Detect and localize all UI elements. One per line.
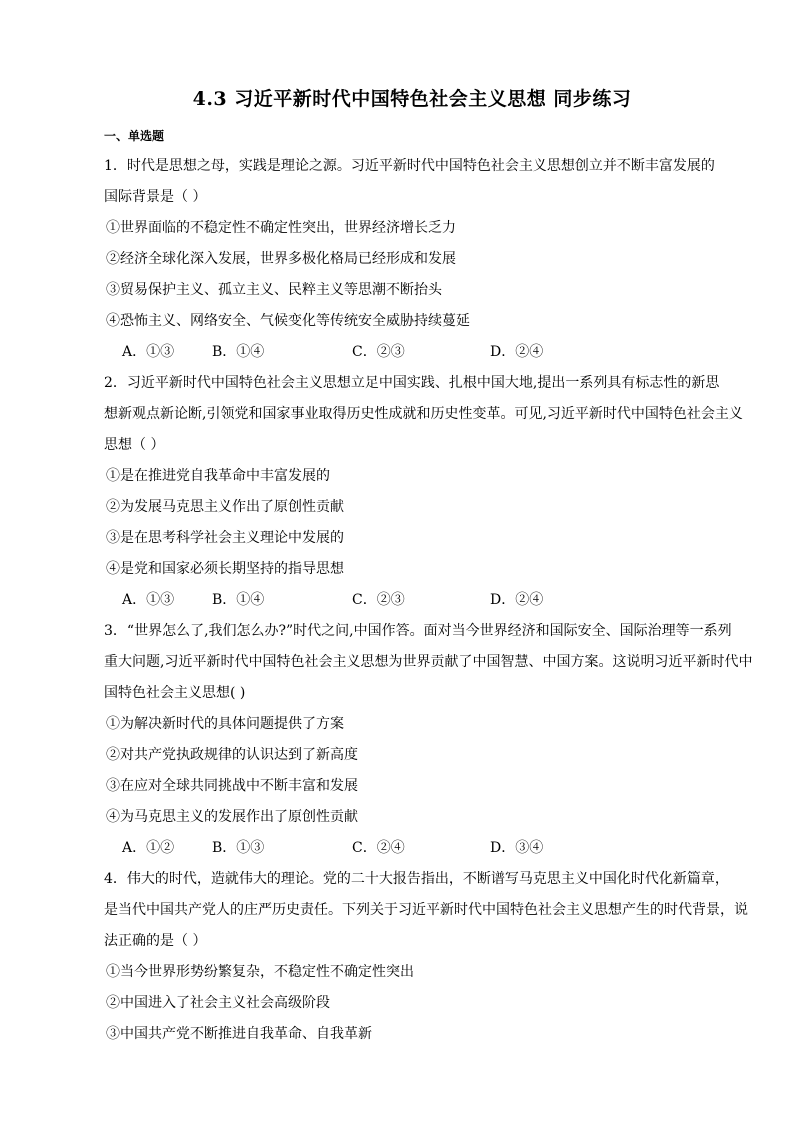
statement: ④为马克思主义的发展作出了原创性贡献: [106, 809, 358, 825]
statement: ②对共产党执政规律的认识达到了新高度: [106, 747, 358, 763]
choice-b[interactable]: B．①③: [212, 840, 265, 856]
question-3: [104, 616, 753, 864]
choice-b[interactable]: B．①④: [212, 344, 265, 360]
statement: ③贸易保护主义、孤立主义、民粹主义等思潮不断抬头: [106, 282, 442, 298]
question-stem-line: 法正确的是（ ）: [104, 933, 207, 949]
choice-d[interactable]: D．③④: [490, 840, 544, 856]
answer-choices: [104, 337, 716, 368]
question-list: [104, 151, 753, 1050]
statement: ②中国进入了社会主义社会高级阶段: [106, 995, 330, 1011]
choice-a[interactable]: A．①③: [122, 344, 175, 360]
question-stem-line: 4．伟大的时代，造就伟大的理论。党的二十大报告指出，不断谱写马克思主义中国化时代化新篇章，: [104, 871, 729, 887]
question-stem-line: 是当代中国共产党人的庄严历史责任。下列关于习近平新时代中国特色社会主义思想产生的时代背景，说: [104, 902, 748, 918]
choice-c[interactable]: C．②④: [352, 840, 405, 856]
page-title: 4.3 习近平新时代中国特色社会主义思想 同步练习: [192, 88, 632, 110]
statement: ②为发展马克思主义作出了原创性贡献: [106, 499, 344, 515]
answer-choices: [104, 585, 716, 616]
choice-d[interactable]: D．②④: [490, 344, 544, 360]
question-stem-line: 思想（ ）: [104, 437, 165, 453]
statement: ③在应对全球共同挑战中不断丰富和发展: [106, 778, 358, 794]
choice-c[interactable]: C．②③: [352, 344, 405, 360]
question-stem-line: 1．时代是思想之母，实践是理论之源。习近平新时代中国特色社会主义思想创立并不断丰富发展的: [104, 158, 715, 174]
statement: ④是党和国家必须长期坚持的指导思想: [106, 561, 344, 577]
question-4: [104, 864, 748, 1050]
statement: ③中国共产党不断推进自我革命、自我革新: [106, 1026, 372, 1042]
choice-b[interactable]: B．①④: [212, 592, 265, 608]
section-heading: 一、单选题: [104, 129, 165, 143]
statement: ①世界面临的不稳定性不确定性突出，世界经济增长乏力: [106, 220, 456, 236]
statement: ②经济全球化深入发展，世界多极化格局已经形成和发展: [106, 251, 456, 267]
question-stem-line: 国特色社会主义思想( ): [104, 685, 246, 701]
choice-c[interactable]: C．②③: [352, 592, 405, 608]
choice-a[interactable]: A．①②: [122, 840, 175, 856]
statement: ①为解决新时代的具体问题提供了方案: [106, 716, 344, 732]
statement: ④恐怖主义、网络安全、气候变化等传统安全威胁持续蔓延: [106, 313, 470, 329]
statement: ①当今世界形势纷繁复杂，不稳定性不确定性突出: [106, 964, 414, 980]
question-2: [104, 368, 743, 616]
choice-d[interactable]: D．②④: [490, 592, 544, 608]
statement: ③是在思考科学社会主义理论中发展的: [106, 530, 344, 546]
question-stem-line: 2．习近平新时代中国特色社会主义思想立足中国实践、扎根中国大地,提出一系列具有标志性的新思: [104, 375, 720, 391]
question-stem-line: 重大问题,习近平新时代中国特色社会主义思想为世界贡献了中国智慧、中国方案。这说明习近平新时代中: [104, 654, 753, 670]
question-1: [104, 151, 716, 368]
answer-choices: [104, 833, 716, 864]
choice-a[interactable]: A．①③: [122, 592, 175, 608]
question-stem-line: 3．“世界怎么了,我们怎么办?”时代之问,中国作答。面对当今世界经济和国际安全、国际治理等一系列: [104, 623, 732, 639]
statement: ①是在推进党自我革命中丰富发展的: [106, 468, 330, 484]
question-stem-line: 想新观点新论断,引领党和国家事业取得历史性成就和历史性变革。可见,习近平新时代中国特色社会主义: [104, 406, 743, 422]
question-stem-line: 国际背景是（ ）: [104, 189, 207, 205]
